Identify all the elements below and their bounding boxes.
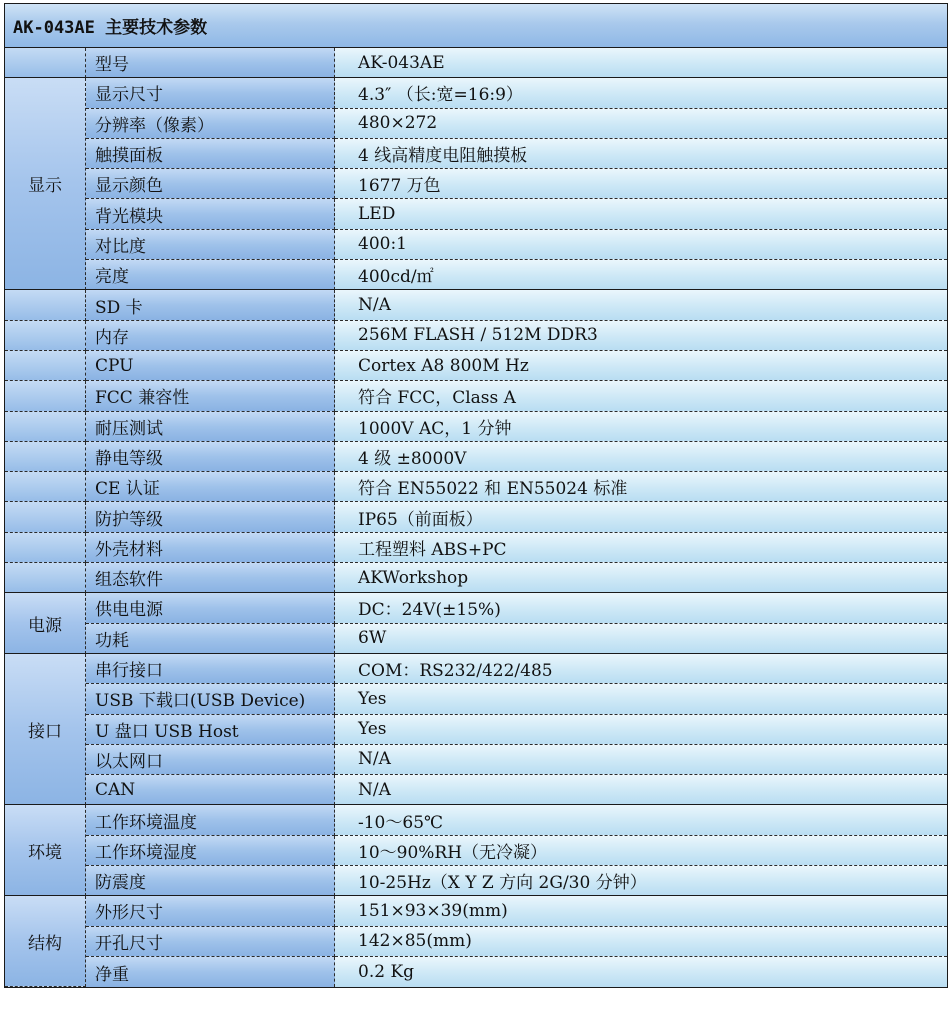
row-value: 1000V AC，1 分钟 xyxy=(335,412,947,442)
row-value: 符合 EN55022 和 EN55024 标准 xyxy=(335,472,947,502)
table-row xyxy=(5,927,947,957)
row-value: 6W xyxy=(335,624,947,654)
table-row xyxy=(5,715,947,745)
group-cell-empty xyxy=(5,502,86,532)
group-cell-empty xyxy=(5,321,86,351)
row-label: 型号 xyxy=(86,48,335,78)
row-value: LED xyxy=(335,199,947,229)
table-row xyxy=(5,745,947,775)
row-value: 符合 FCC，Class A xyxy=(335,381,947,411)
row-value: N/A xyxy=(335,745,947,775)
table-row xyxy=(5,624,947,654)
row-value: N/A xyxy=(335,290,947,320)
table-row xyxy=(5,533,947,563)
table-row xyxy=(5,957,947,987)
table-row xyxy=(5,230,947,260)
row-label: 亮度 xyxy=(86,260,335,290)
table-row xyxy=(5,109,947,139)
group-cell-empty xyxy=(5,472,86,502)
table-row xyxy=(5,805,947,835)
row-value: N/A xyxy=(335,775,947,805)
row-label: 分辨率（像素） xyxy=(86,109,335,139)
group-power: 电源 xyxy=(5,593,86,654)
row-label: SD 卡 xyxy=(86,290,335,320)
group-cell-empty xyxy=(5,533,86,563)
row-value: 10-25Hz（X Y Z 方向 2G/30 分钟） xyxy=(335,866,947,896)
row-label: 供电电源 xyxy=(86,593,335,623)
row-label: 对比度 xyxy=(86,230,335,260)
table-row xyxy=(5,412,947,442)
row-value: Yes xyxy=(335,684,947,714)
table-row xyxy=(5,502,947,532)
table-row xyxy=(5,381,947,411)
row-value: AK-043AE xyxy=(335,48,947,78)
row-label: 串行接口 xyxy=(86,654,335,684)
table-row xyxy=(5,684,947,714)
row-label: 背光模块 xyxy=(86,199,335,229)
table-row xyxy=(5,139,947,169)
row-label: FCC 兼容性 xyxy=(86,381,335,411)
group-cell-empty xyxy=(5,48,86,78)
row-label: USB 下载口(USB Device) xyxy=(86,684,335,714)
row-label: CAN xyxy=(86,775,335,805)
row-value: 256M FLASH / 512M DDR3 xyxy=(335,321,947,351)
table-row xyxy=(5,836,947,866)
table-row xyxy=(5,563,947,593)
group-environment: 环境 xyxy=(5,805,86,896)
table-row xyxy=(5,78,947,108)
table-row xyxy=(5,260,947,290)
row-value: DC：24V(±15%) xyxy=(335,593,947,623)
row-label: 功耗 xyxy=(86,624,335,654)
row-label: 显示尺寸 xyxy=(86,78,335,108)
row-label: 开孔尺寸 xyxy=(86,927,335,957)
row-label: 静电等级 xyxy=(86,442,335,472)
group-cell-empty xyxy=(5,381,86,411)
row-value: COM：RS232/422/485 xyxy=(335,654,947,684)
row-value: 151×93×39(mm) xyxy=(335,896,947,926)
table-row xyxy=(5,442,947,472)
row-label: 防震度 xyxy=(86,866,335,896)
row-label: 外壳材料 xyxy=(86,533,335,563)
row-value: 10～90%RH（无冷凝） xyxy=(335,836,947,866)
row-value: 480×272 xyxy=(335,109,947,139)
table-row xyxy=(5,593,947,623)
group-display: 显示 xyxy=(5,78,86,290)
row-label: U 盘口 USB Host xyxy=(86,715,335,745)
row-label: 触摸面板 xyxy=(86,139,335,169)
row-label: CPU xyxy=(86,351,335,381)
row-value: 142×85(mm) xyxy=(335,927,947,957)
table-row xyxy=(5,169,947,199)
table-title: AK-043AE 主要技术参数 xyxy=(5,4,947,48)
group-structure: 结构 xyxy=(5,896,86,987)
group-interface: 接口 xyxy=(5,654,86,805)
row-value: 工程塑料 ABS+PC xyxy=(335,533,947,563)
row-value: -10～65℃ xyxy=(335,805,947,835)
row-value: Yes xyxy=(335,715,947,745)
row-label: 以太网口 xyxy=(86,745,335,775)
row-value: 400:1 xyxy=(335,230,947,260)
row-label: 组态软件 xyxy=(86,563,335,593)
row-value: 4.3″ （长:宽=16:9） xyxy=(335,78,947,108)
table-row xyxy=(5,472,947,502)
table-row xyxy=(5,866,947,896)
row-value: IP65（前面板） xyxy=(335,502,947,532)
row-value: 0.2 Kg xyxy=(335,957,947,987)
table-row xyxy=(5,351,947,381)
group-cell-empty xyxy=(5,442,86,472)
row-label: 净重 xyxy=(86,957,335,987)
title-row xyxy=(5,4,947,48)
row-value: 4 级 ±8000V xyxy=(335,442,947,472)
row-value: AKWorkshop xyxy=(335,563,947,593)
table-row xyxy=(5,321,947,351)
row-label: 防护等级 xyxy=(86,502,335,532)
row-label: 工作环境湿度 xyxy=(86,836,335,866)
row-value: 1677 万色 xyxy=(335,169,947,199)
row-label: 工作环境温度 xyxy=(86,805,335,835)
row-label: 耐压测试 xyxy=(86,412,335,442)
table-row xyxy=(5,775,947,805)
row-value: 4 线高精度电阻触摸板 xyxy=(335,139,947,169)
group-cell-empty xyxy=(5,351,86,381)
spec-table xyxy=(4,3,948,988)
row-label: 外形尺寸 xyxy=(86,896,335,926)
table-row xyxy=(5,654,947,684)
row-value: Cortex A8 800M Hz xyxy=(335,351,947,381)
row-label: CE 认证 xyxy=(86,472,335,502)
row-label: 显示颜色 xyxy=(86,169,335,199)
table-row xyxy=(5,290,947,320)
table-row xyxy=(5,199,947,229)
row-label: 内存 xyxy=(86,321,335,351)
group-cell-empty xyxy=(5,290,86,320)
table-row xyxy=(5,896,947,926)
table-row xyxy=(5,48,947,78)
row-value: 400cd/㎡ xyxy=(335,260,947,290)
group-cell-empty xyxy=(5,563,86,593)
group-cell-empty xyxy=(5,412,86,442)
